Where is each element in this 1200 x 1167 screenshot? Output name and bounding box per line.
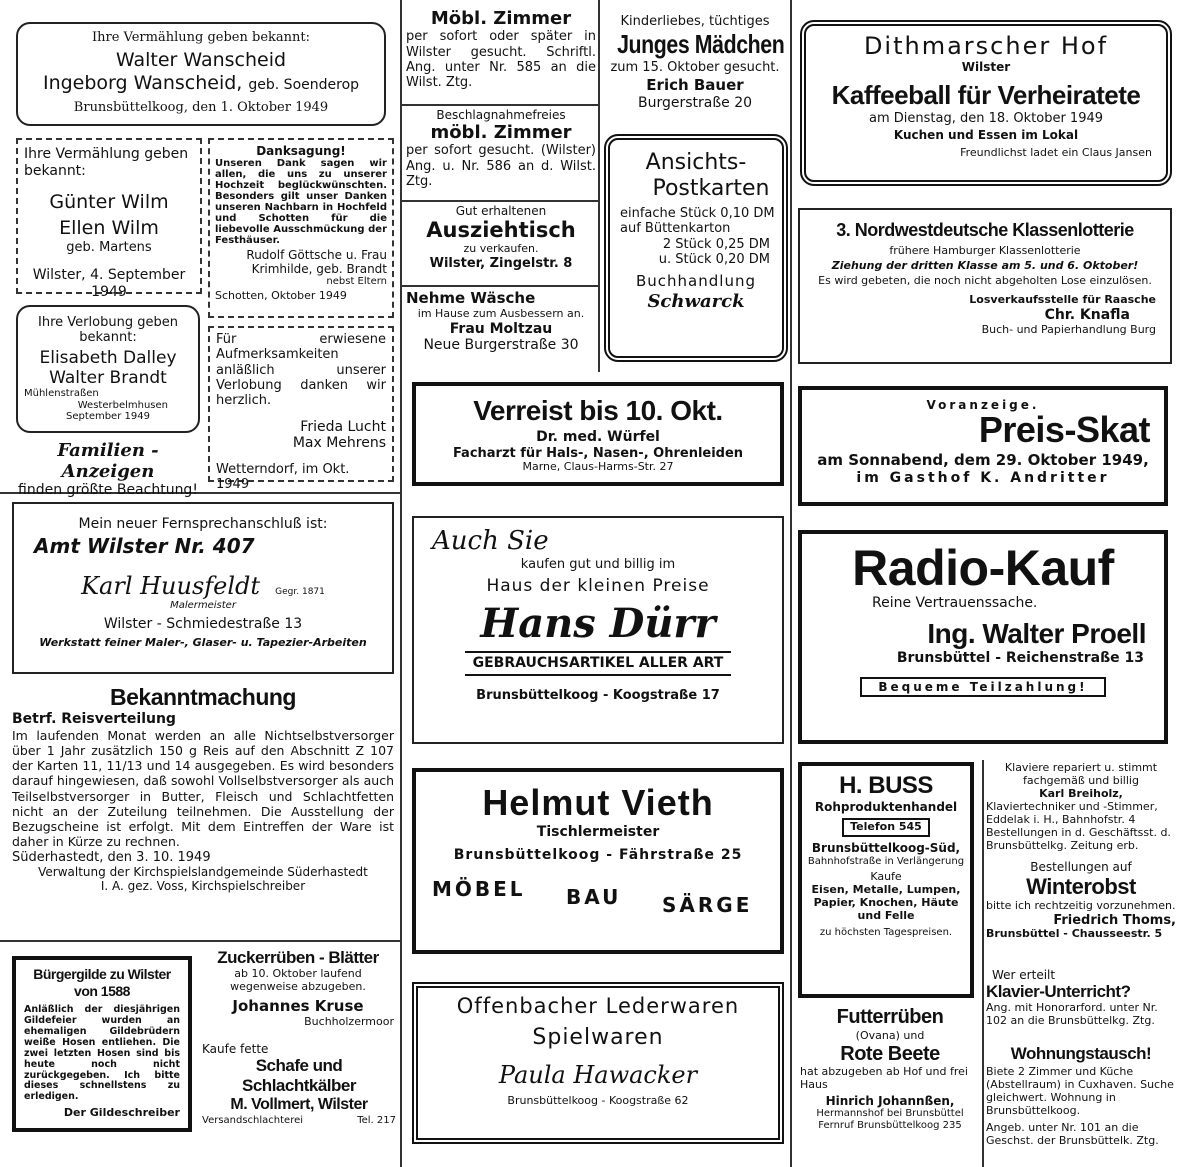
zimmer2-text: per sofort gesucht. (Wilster) Ang. u. Nr. 586 an d. Wilst. Ztg. xyxy=(406,143,596,190)
bekannt-sub: Betrf. Reisverteilung xyxy=(12,711,176,728)
maedchen-intro: Kinderliebes, tüchtiges xyxy=(620,14,770,29)
tisch-sub: zu verkaufen. xyxy=(463,241,539,255)
row-rule-4 xyxy=(402,285,598,287)
wilm-date: Wilster, 4. September 1949 xyxy=(32,267,186,300)
radio-credit: Bequeme Teilzahlung! xyxy=(860,677,1105,697)
vieth-goods xyxy=(416,864,780,924)
ad-paula-hawacker xyxy=(412,982,784,1144)
ad-verreist xyxy=(412,382,784,486)
ad-buergergilde xyxy=(12,956,192,1132)
vieth-name: Helmut Vieth xyxy=(482,782,714,823)
waesche-name: Frau Moltzau xyxy=(449,320,553,337)
dalley-intro-1: Ihre Verlobung geben xyxy=(38,315,178,330)
zimmer2-intro: Beschlagnahmefreies xyxy=(436,108,566,122)
dalley-place-1: Mühlenstraßen xyxy=(24,387,99,399)
lotterie-shop: Buch- und Papierhandlung Burg xyxy=(981,322,1156,336)
duerr-headline: Auch Sie xyxy=(432,526,549,556)
lucht-name-1: Frieda Lucht xyxy=(300,418,386,435)
wilm-groom: Günter Wilm xyxy=(49,191,169,214)
buss-price: zu höchsten Tagespreisen. xyxy=(819,927,953,939)
vieth-bau: BAU xyxy=(566,884,622,909)
futter-beete: Rote Beete xyxy=(840,1042,940,1065)
tisch-intro: Gut erhaltenen xyxy=(455,204,547,218)
karten-price-3: 2 Stück 0,25 DM xyxy=(662,236,770,252)
hawacker-name: Paula Hawacker xyxy=(498,1060,698,1089)
danksagung-names-2: Krimhilde, geb. Brandt xyxy=(251,262,387,277)
gilde-year: von 1588 xyxy=(74,982,130,999)
lucht-text: Für erwiesene Aufmerksamkeiten anläßlich unserer Verlobung danken wir herzlich. xyxy=(216,332,386,409)
ad-lucht xyxy=(208,326,394,492)
wilm-intro xyxy=(18,146,200,179)
karten-price-2: auf Büttenkarton xyxy=(620,221,731,237)
futter-title: Futterrüben xyxy=(836,1006,944,1028)
karten-shop: Buchhandlung xyxy=(636,272,756,291)
row-rule-3 xyxy=(402,200,598,202)
ad-bekanntmachung xyxy=(12,684,394,932)
wohnung-contact: Angeb. unter Nr. 101 an die Geschst. der Brunsbüttelk. Ztg. xyxy=(986,1120,1159,1147)
buss-phone: Telefon 545 xyxy=(842,818,930,837)
karten-title-2: Postkarten xyxy=(652,175,770,201)
maedchen-date: zum 15. Oktober gesucht. xyxy=(610,60,780,75)
ad-waesche xyxy=(406,290,596,370)
tisch-addr: Wilster, Zingelstr. 8 xyxy=(429,255,573,271)
lotterie-name: Chr. Knafla xyxy=(1044,307,1130,324)
hawacker-sub: Spielwaren xyxy=(532,1024,664,1050)
hof-food: Kuchen und Essen im Lokal xyxy=(893,128,1079,143)
ad-radio-kauf xyxy=(798,530,1168,744)
duerr-sub: kaufen gut und billig im xyxy=(520,556,676,572)
skat-date: am Sonnabend, dem 29. Oktober 1949, xyxy=(817,451,1149,470)
hof-title: Dithmarscher Hof xyxy=(863,32,1109,60)
wanscheid-intro: Ihre Vermählung geben bekannt: xyxy=(92,30,310,45)
obst-title: Winterobst xyxy=(1026,874,1136,900)
karten-title-1: Ansichts- xyxy=(645,150,747,175)
column-rule-1 xyxy=(400,0,402,1167)
ad-junges-maedchen xyxy=(600,14,790,126)
ad-winterobst xyxy=(986,860,1176,966)
huusfeldt-addr: Wilster - Schmiedestraße 13 xyxy=(103,616,303,633)
ad-huusfeldt xyxy=(12,502,394,674)
bekannt-sig1: Verwaltung der Kirchspielslandgemeinde Süderhastedt xyxy=(38,864,368,879)
ad-wohnungstausch xyxy=(986,1044,1176,1164)
zucker-name: Johannes Kruse xyxy=(232,996,364,1015)
zucker-place: Buchholzermoor xyxy=(304,1014,394,1028)
bekannt-body: Im laufenden Monat werden an alle Nichtselbstversorger über 1 Jahr zusätzlich 150 g Reis auf den Abschnitt Z 107 der Karten 11, 11/13 und 14 ausgegeben. Es wird besonders darauf hingewiesen, daß sowohl Vollselbstversorger als auch Teilselbstversorger in Butter, Fleisch und Schlachtfetten nicht an der Zuteilung teilnehmen. Die Ausstellung der Bezugscheine ist erfolgt. Mit dem Eintreffen der Ware ist daher in Kürze zu rechnen. xyxy=(12,727,394,850)
zimmer1-text: per sofort oder später in Wilster gesucht. Schriftl. Ang. unter Nr. 585 an die Wilst. Ztg. xyxy=(406,29,596,91)
gilde-text: Anläßlich der diesjährigen Gildefeier wurden an ehemaligen Gildebrüdern weiße Hosen entliehen. Die zwei letzten Hosen sind bis heute noch nicht zurückgegeben. Ich bitte dieses schnellstens zu erledigen. xyxy=(24,1004,180,1103)
duerr-slogan: Haus der kleinen Preise xyxy=(486,576,710,596)
ad-ausziehtisch xyxy=(406,204,596,284)
danksagung-text: Unseren Dank sagen wir allen, die uns zu unserer Hochzeit beglückwünschten. Besonders gilt unser Danken unseren Nachbarn in Hochfeld und Schotten für die liebevolle Ausschmückung der Festhäuser. xyxy=(215,158,387,247)
duerr-name: Hans Dürr xyxy=(480,600,716,648)
huusfeldt-phone: Amt Wilster Nr. 407 xyxy=(34,533,255,558)
ad-preis-skat xyxy=(798,386,1168,506)
hawacker-addr: Brunsbüttelkoog - Koogstraße 62 xyxy=(507,1094,689,1108)
wohnung-title: Wohnungstausch! xyxy=(1010,1044,1152,1063)
buss-addr: Brunsbüttelkoog-Süd, xyxy=(811,841,961,856)
familien-sub: finden größte Beachtung! xyxy=(18,482,198,499)
skat-title: Preis-Skat xyxy=(978,409,1150,451)
lotterie-title: 3. Nordwestdeutsche Klassenlotterie xyxy=(836,220,1134,240)
wilm-intro-2: bekannt: xyxy=(24,162,86,179)
danksagung-names-3: nebst Eltern xyxy=(326,276,387,288)
familien-title: Familien - Anzeigen xyxy=(57,440,159,483)
buss-trade: Rohproduktenhandel xyxy=(814,800,958,815)
danksagung-names-1: Rudolf Göttsche u. Frau xyxy=(246,248,387,263)
ad-danksagung xyxy=(208,138,394,318)
duerr-goods: GEBRAUCHSARTIKEL ALLER ART xyxy=(465,651,732,676)
buss-addr-2: Bahnhofstraße in Verlängerung xyxy=(807,855,965,867)
klavier-text: Ang. mit Honorarford. unter Nr. 102 an die Brunsbüttelkg. Ztg. xyxy=(986,1001,1158,1028)
radio-name: Ing. Walter Proell xyxy=(927,618,1146,650)
huusfeldt-trade: Malermeister xyxy=(170,600,236,612)
radio-sub: Reine Vertrauenssache. xyxy=(872,594,1038,611)
ad-breiholz xyxy=(986,762,1176,856)
ad-helmut-vieth xyxy=(412,768,784,954)
futter-place: Hermannshof bei Brunsbüttel xyxy=(816,1108,964,1120)
klavier-title: Klavier-Unterricht? xyxy=(986,982,1131,1002)
ad-futterrueben xyxy=(800,1006,980,1164)
column-rule-4 xyxy=(982,760,984,1167)
lotterie-sub: frühere Hamburger Klassenlotterie xyxy=(889,244,1081,258)
ad-dithmarscher-hof xyxy=(800,20,1172,186)
verreist-addr: Marne, Claus-Harms-Str. 27 xyxy=(522,459,674,473)
wanscheid-date: Brunsbüttelkoog, den 1. Oktober 1949 xyxy=(73,100,329,116)
karten-price-4: u. Stück 0,20 DM xyxy=(658,251,770,267)
vollmert-intro: Kaufe fette xyxy=(202,1042,269,1056)
wanscheid-maiden: geb. Soenderop xyxy=(248,76,360,93)
ad-familien-anzeigen xyxy=(12,440,204,499)
ad-wanscheid xyxy=(16,22,386,126)
zimmer1-title: Möbl. Zimmer xyxy=(430,8,572,29)
futter-phone: Fernruf Brunsbüttelkoog 235 xyxy=(818,1120,962,1132)
gilde-sign: Der Gildeschreiber xyxy=(63,1106,180,1120)
ad-moebl-zimmer-2 xyxy=(406,108,596,198)
ad-moebl-zimmer-1 xyxy=(406,8,596,102)
wilm-intro-1: Ihre Vermählung geben xyxy=(24,146,189,162)
huusfeldt-work: Werkstatt feiner Maler-, Glaser- u. Tapezier-Arbeiten xyxy=(39,635,367,649)
obst-name: Friedrich Thoms, xyxy=(1053,913,1176,929)
vollmert-phone: Tel. 217 xyxy=(357,1115,396,1127)
vieth-trade: Tischlermeister xyxy=(536,824,660,841)
buss-name: H. BUSS xyxy=(839,772,933,799)
maedchen-title: Junges Mädchen xyxy=(617,29,785,60)
column-rule-2 xyxy=(790,0,792,1167)
lucht-date: Wetterndorf, im Okt. 1949 xyxy=(216,461,350,492)
duerr-addr: Brunsbüttelkoog - Koogstraße 17 xyxy=(476,687,720,703)
dalley-bride: Elisabeth Dalley xyxy=(39,347,177,368)
verreist-specialty: Facharzt für Hals-, Nasen-, Ohrenleiden xyxy=(452,445,744,461)
vollmert-goods-2: Schlachtkälber xyxy=(242,1076,356,1096)
ad-wilm xyxy=(16,138,202,300)
breiholz-name: Karl Breiholz, xyxy=(1039,786,1123,800)
wohnung-text: Biete 2 Zimmer und Küche (Abstellraum) in Cuxhaven. Suche gleichwert. Wohnung in Brunsbüttelkoog. xyxy=(986,1065,1174,1117)
radio-addr: Brunsbüttel - Reichenstraße 13 xyxy=(896,650,1144,667)
zimmer2-title: möbl. Zimmer xyxy=(430,122,572,144)
obst-intro: Bestellungen auf xyxy=(1030,860,1132,874)
huusfeldt-name: Karl Huusfeldt xyxy=(81,572,261,601)
lotterie-seller: Losverkaufsstelle für Raasche xyxy=(969,293,1156,307)
karten-brand: Schwarck xyxy=(647,290,745,312)
zucker-text: ab 10. Oktober laufend wegenweise abzugeben. xyxy=(230,967,366,994)
waesche-title: Nehme Wäsche xyxy=(406,289,536,307)
hof-date: am Dienstag, den 18. Oktober 1949 xyxy=(868,111,1104,127)
ad-zuckerrueben xyxy=(202,948,394,1034)
danksagung-title: Danksagung! xyxy=(256,144,346,158)
row-rule-5 xyxy=(0,940,400,942)
maedchen-addr: Burgerstraße 20 xyxy=(637,95,753,112)
breiholz-order: Bestellungen in d. Geschäftsst. d. Brunsbüttelkg. Zeitung erb. xyxy=(986,825,1171,852)
lucht-name-2: Max Mehrens xyxy=(292,435,386,452)
dalley-place-2: Westerbelmhusen xyxy=(77,399,168,411)
waesche-text: im Hause zum Ausbessern an. xyxy=(417,306,585,320)
verreist-title: Verreist bis 10. Okt. xyxy=(473,395,723,426)
dalley-date: September 1949 xyxy=(66,411,150,423)
wilm-maiden: geb. Martens xyxy=(66,239,152,255)
obst-text: bitte ich rechtzeitig vorzunehmen. xyxy=(986,899,1176,913)
futter-sub: (Ovana) und xyxy=(855,1028,925,1042)
tisch-title: Ausziehtisch xyxy=(426,218,576,243)
klavier-intro: Wer erteilt xyxy=(992,968,1056,982)
lotterie-note: Es wird gebeten, die noch nicht abgeholten Lose einzulösen. xyxy=(818,274,1152,288)
ad-klassenlotterie xyxy=(798,208,1172,364)
futter-text: hat abzugeben ab Hof und frei Haus xyxy=(800,1065,968,1092)
vieth-saerge: SÄRGE xyxy=(662,892,753,917)
radio-title: Radio-Kauf xyxy=(852,540,1114,596)
breiholz-text: Klaviere repariert u. stimmt fachgemäß und billig xyxy=(1004,761,1158,787)
obst-addr: Brunsbüttel - Chausseestr. 5 xyxy=(986,927,1163,941)
bekannt-title: Bekanntmachung xyxy=(110,684,296,710)
lotterie-draw: Ziehung der dritten Klasse am 5. und 6. Oktober! xyxy=(831,259,1139,273)
maedchen-name: Erich Bauer xyxy=(646,76,744,95)
huusfeldt-founded: Gegr. 1871 xyxy=(275,587,325,598)
buss-buy: Kaufe xyxy=(870,870,902,884)
ad-ansichtspostkarten xyxy=(604,134,788,362)
futter-name: Hinrich Johannßen, xyxy=(825,1094,955,1109)
ad-dalley xyxy=(16,305,200,433)
ad-hans-duerr xyxy=(412,516,784,744)
vollmert-goods-1: Schafe und xyxy=(255,1056,343,1076)
skat-place: im Gasthof K. Andritter xyxy=(856,469,1110,486)
zucker-title: Zuckerrüben - Blätter xyxy=(217,948,379,967)
skat-pre: Voranzeige. xyxy=(926,398,1040,412)
dalley-intro-2: bekannt: xyxy=(79,330,137,346)
wanscheid-bride-line xyxy=(18,72,384,94)
vieth-addr: Brunsbüttelkoog - Fährstraße 25 xyxy=(453,846,743,863)
hof-host: Freundlichst ladet ein Claus Jansen xyxy=(960,145,1152,159)
ad-h-buss xyxy=(798,762,974,998)
wanscheid-groom: Walter Wanscheid xyxy=(115,49,287,72)
vollmert-name: M. Vollmert, Wilster xyxy=(230,1096,368,1114)
vollmert-trade: Versandschlachterei xyxy=(202,1115,304,1127)
danksagung-date: Schotten, Oktober 1949 xyxy=(215,289,347,303)
hawacker-title: Offenbacher Lederwaren xyxy=(456,994,740,1018)
buss-goods: Eisen, Metalle, Lumpen, Papier, Knochen, Häute und Felle xyxy=(811,883,961,923)
gilde-title: Bürgergilde zu Wilster xyxy=(33,966,171,982)
vieth-moebel: MÖBEL xyxy=(432,876,526,901)
breiholz-trade: Klaviertechniker und -Stimmer, Eddelak i. H., Bahnhofstr. 4 xyxy=(986,799,1158,826)
wanscheid-bride: Ingeborg Wanscheid, xyxy=(42,71,243,94)
bekannt-date: Süderhastedt, den 3. 10. 1949 xyxy=(12,849,211,865)
ad-klavier-unterricht xyxy=(986,968,1176,1036)
vollmert-foot xyxy=(202,1115,396,1127)
ad-vollmert xyxy=(202,1042,396,1152)
hof-event: Kaffeeball für Verheiratete xyxy=(831,80,1141,111)
huusfeldt-intro: Mein neuer Fernsprechanschluß ist: xyxy=(78,516,328,532)
bekannt-sig2: I. A. gez. Voss, Kirchspielschreiber xyxy=(100,879,306,894)
waesche-addr: Neue Burgerstraße 30 xyxy=(423,337,579,354)
huusfeldt-name-row xyxy=(14,572,392,600)
wilm-bride: Ellen Wilm xyxy=(59,217,159,240)
dalley-groom: Walter Brandt xyxy=(49,367,167,388)
karten-price-1: einfache Stück 0,10 DM xyxy=(620,205,775,221)
row-rule-2 xyxy=(402,104,598,106)
verreist-doctor: Dr. med. Würfel xyxy=(536,429,660,446)
hof-place: Wilster xyxy=(961,60,1011,75)
